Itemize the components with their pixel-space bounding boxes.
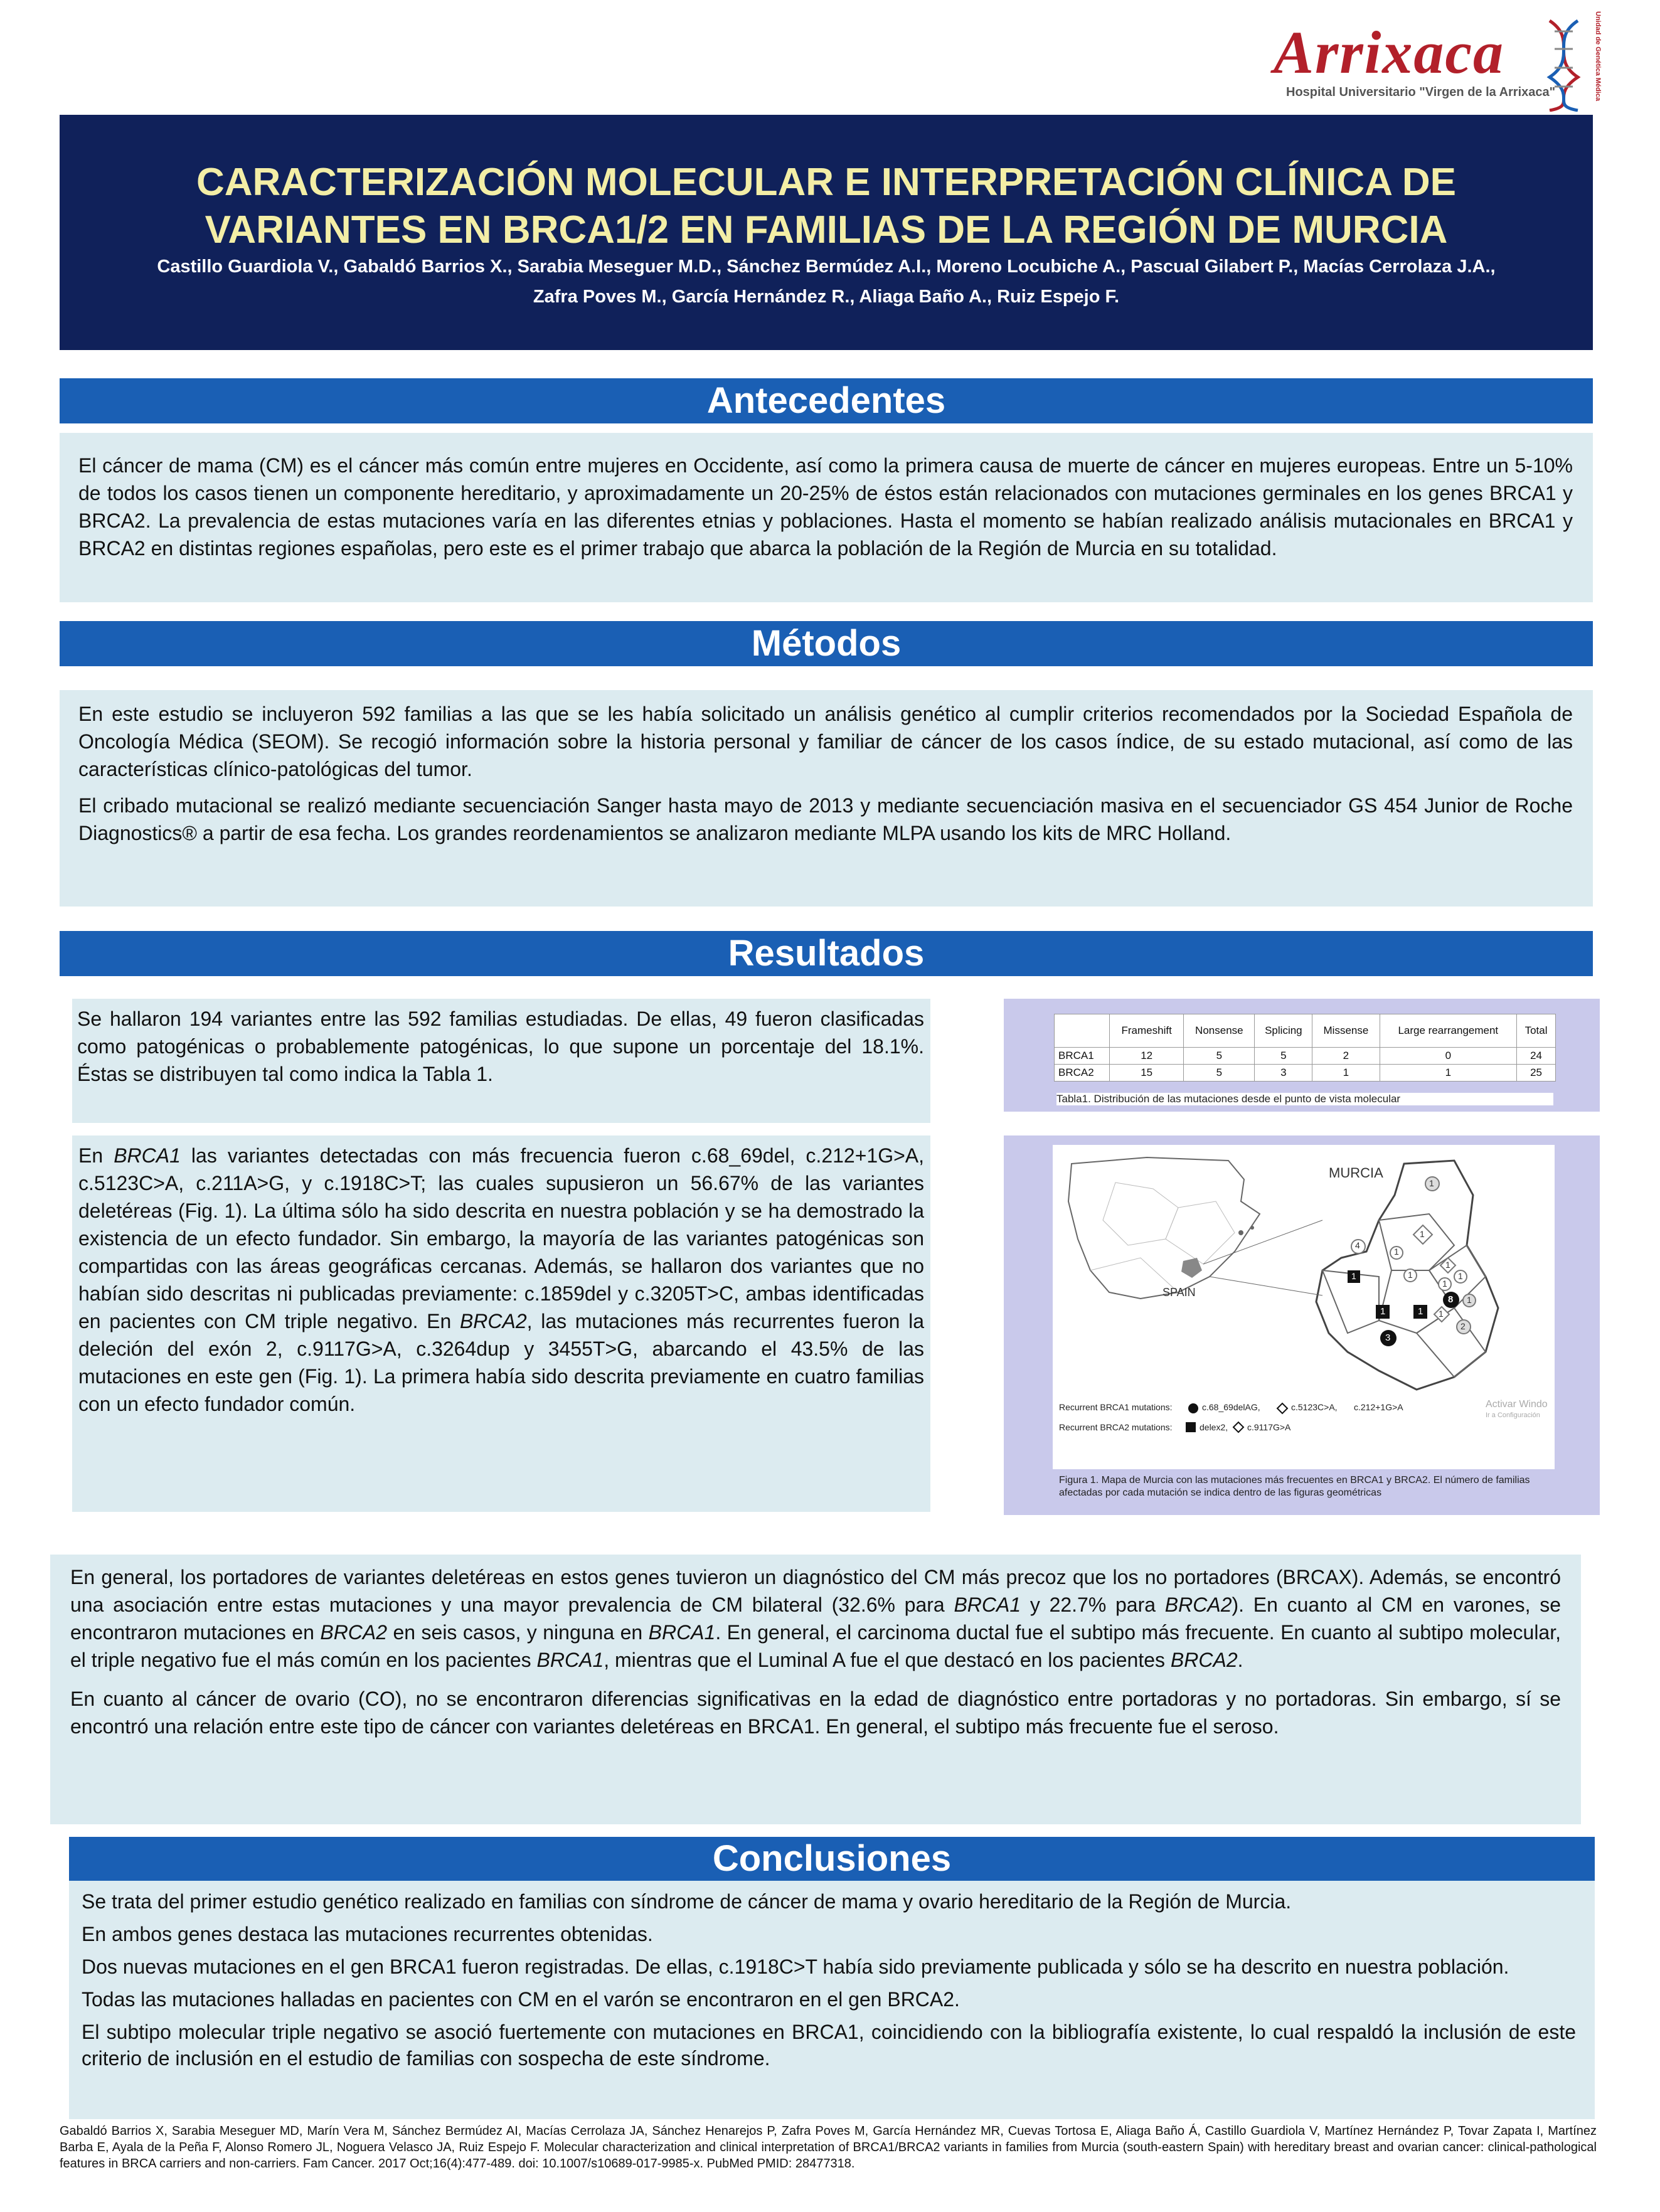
legend-brca1-label: Recurrent BRCA1 mutations: — [1059, 1402, 1173, 1412]
figure1-caption: Figura 1. Mapa de Murcia con las mutaciones más frecuentes en BRCA1 y BRCA2. El número de familias afectadas por cada mutación se indica dentro de las figuras geométricas — [1059, 1475, 1530, 1498]
table-row — [1055, 1065, 1556, 1082]
poster-title — [60, 159, 1593, 254]
table1-caption: Tabla1. Distribución de las mutaciones desde el punto de vista molecular — [1056, 1093, 1553, 1105]
mutation-distribution-table — [1054, 1014, 1556, 1082]
brca-text-part: En — [78, 1144, 114, 1167]
map-marker-count: 3 — [1385, 1332, 1391, 1343]
gene-name-brca1: BRCA1 — [536, 1649, 604, 1671]
table-cell: 5 — [1184, 1065, 1255, 1082]
legend-item: delex2, — [1200, 1422, 1228, 1432]
title-line-1: CARACTERIZACIÓN MOLECULAR E INTERPRETACIÓN CLÍNICA DE — [196, 161, 1457, 204]
map-marker-count: 1 — [1429, 1178, 1434, 1188]
text-part: . En general, el carcinoma ductal fue el subtipo más frecuente. En cuanto al subtipo molecular, el triple negativo fue el más común en los pacientes — [70, 1621, 1562, 1671]
map-marker-count: 1 — [1420, 1229, 1425, 1239]
map-marker-count: 8 — [1448, 1294, 1454, 1305]
table-header-cell: Missense — [1312, 1014, 1380, 1048]
conclusiones-list — [82, 1888, 1576, 2071]
conclusion-item: El subtipo molecular triple negativo se asoció fuertemente con mutaciones en BRCA1, coincidiendo con la bibliografía existente, lo cual respaldó la inclusión de este criterio de inclusión en el estudio de familias con sospecha de este síndrome. — [82, 2021, 1576, 2070]
table-header-cell — [1055, 1014, 1110, 1048]
logo-wordmark: Arrixaca — [1274, 19, 1505, 86]
table-header-cell: Splicing — [1255, 1014, 1312, 1048]
map-marker-count: 2 — [1460, 1321, 1466, 1331]
conclusion-item: En ambos genes destaca las mutaciones recurrentes obtenidas. — [82, 1923, 653, 1945]
murcia-map-figure — [1053, 1145, 1555, 1469]
map-marker-count: 1 — [1351, 1271, 1356, 1281]
gene-name-brca2: BRCA2 — [1170, 1649, 1238, 1671]
table1-panel — [1004, 999, 1600, 1112]
map-marker-count: 1 — [1418, 1306, 1423, 1317]
table-cell: BRCA1 — [1055, 1048, 1110, 1065]
figure1-panel — [1004, 1135, 1600, 1515]
section-heading-metodos: Métodos — [60, 621, 1593, 666]
map-marker-count: 1 — [1394, 1247, 1399, 1257]
general-results-text — [70, 1563, 1561, 1740]
legend-item: c.212+1G>A — [1354, 1402, 1403, 1412]
map-marker-count: 1 — [1439, 1309, 1444, 1319]
general-paragraph-1 — [70, 1563, 1561, 1674]
table-header-cell: Frameshift — [1110, 1014, 1184, 1048]
map-marker-count: 1 — [1458, 1271, 1463, 1281]
legend-item: c.68_69delAG, — [1202, 1402, 1260, 1412]
table-cell: 1 — [1312, 1065, 1380, 1082]
gene-name-brca1: BRCA1 — [648, 1621, 716, 1644]
dna-helix-icon — [1543, 18, 1584, 112]
map-marker-count: 1 — [1445, 1260, 1450, 1270]
legend-item: c.5123C>A, — [1291, 1402, 1338, 1412]
table-cell: 25 — [1517, 1065, 1556, 1082]
gene-name-brca2: BRCA2 — [459, 1310, 527, 1332]
brca-text-part: , las mutaciones más recurrentes fueron la deleción del exón 2, c.9117G>A, c.3264dup y 3455T>G, abarcando el 43.5% de las mutaciones en este gen (Fig. 1). La primera había sido descrita previamente en cuatro familias con un efecto fundador común. — [78, 1310, 925, 1415]
map-marker-count: 1 — [1408, 1270, 1413, 1280]
title-line-2: VARIANTES EN BRCA1/2 EN FAMILIAS DE LA REGIÓN DE MURCIA — [205, 208, 1448, 252]
general-results-box — [50, 1555, 1581, 1824]
table-cell: 5 — [1255, 1048, 1312, 1065]
table-header-cell: Nonsense — [1184, 1014, 1255, 1048]
table-header-cell: Large rearrangement — [1380, 1014, 1517, 1048]
table-cell: 3 — [1255, 1065, 1312, 1082]
reference-citation: Gabaldó Barrios X, Sarabia Meseguer MD, Marín Vera M, Sánchez Bermúdez AI, Macías Cerrolaza JA, Sánchez Henarejos P, Zafra Poves M, García Hernández MR, Cuevas Tortosa E, Aliaga Baño Á, Castillo Guardiola V, Martínez Hernández P, Tovar Zapata I, Martínez Barba E, Ayala de la Peña F, Alonso Romero JL, Noguera Velasco JA, Ruiz Espejo F. Molecular characterization and clinical interpretation of BRCA1/BRCA2 variants in families from Murcia (south-eastern Spain) with hereditary breast and ovarian cancer: clinical-pathological features in BRCA carriers and non-carriers. Fam Cancer. 2017 Oct;16(4):477-489. doi: 10.1007/s10689-017-9985-x. PubMed PMID: 28477318. — [60, 2124, 1597, 2171]
watermark-text: Activar Windo — [1486, 1399, 1548, 1410]
gene-name-brca2: BRCA2 — [320, 1621, 388, 1644]
watermark-subtext: Ir a Configuración — [1486, 1412, 1540, 1419]
map-label-murcia: MURCIA — [1329, 1165, 1383, 1181]
legend-item: c.9117G>A — [1247, 1422, 1291, 1432]
conclusion-item: Dos nuevas mutaciones en el gen BRCA1 fueron registradas. De ellas, c.1918C>T había sido previamente publicada y sólo se ha descrito en nuestra población. — [82, 1955, 1509, 1978]
conclusiones-box — [69, 1881, 1595, 2119]
text-part: . — [1237, 1649, 1243, 1671]
table-row — [1055, 1048, 1556, 1065]
resultados-intro-text: Se hallaron 194 variantes entre las 592 familias estudiadas. De ellas, 49 fueron clasificadas como patogénicas o probablemente patogénicas, lo que supone un porcentaje del 18.1%. Éstas se distribuyen tal como indica la Tabla 1. — [77, 1008, 924, 1085]
gene-name-brca1: BRCA1 — [114, 1144, 181, 1167]
table-cell: 12 — [1110, 1048, 1184, 1065]
poster-header — [60, 115, 1593, 350]
hospital-logo — [1248, 11, 1650, 118]
section-heading-resultados: Resultados — [60, 931, 1593, 976]
logo-side-text: Unidad de Genética Médica — [1594, 11, 1602, 102]
text-part: y 22.7% para — [1021, 1593, 1165, 1616]
table-header-row — [1055, 1014, 1556, 1048]
brca-results-box — [72, 1135, 930, 1512]
text-part: En general, los portadores de variantes deletéreas en estos genes tuvieron un diagnóstico del CM más precoz que los no portadores (BRCAX). Además, se encontró una asociación entre estas mutaciones y una mayor prevalencia de CM bilateral (32.6% para — [70, 1566, 1561, 1616]
gene-name-brca1: BRCA1 — [954, 1593, 1021, 1616]
text-part: ). En cuanto al CM en varones, se encontraron mutaciones en — [70, 1593, 1562, 1644]
brca-text-part: las variantes detectadas con más frecuencia fueron c.68_69del, c.212+1G>A, c.5123C>A, c.211A>G, y c.1918C>T; las cuales supusieron un 56.67% de las variantes deletéreas (Fig. 1). La última sólo ha sido descrita en nuestra población y se ha demostrado la existencia de un efecto fundador. Sin embargo, la mayoría de las variantes patogénicas son compartidas con las áreas geográficas cercanas. Además, se hallaron dos variantes que no habían sido descritas ni publicadas previamente: c.1859del y c.3205T>C, ambas identificadas en pacientes con CM triple negativo. En — [78, 1144, 925, 1332]
logo-subtitle: Hospital Universitario "Virgen de la Arrixaca" — [1286, 85, 1556, 99]
legend-brca2-label: Recurrent BRCA2 mutations: — [1059, 1422, 1173, 1432]
authors-line-2: Zafra Poves M., García Hernández R., Aliaga Baño A., Ruiz Espejo F. — [533, 287, 1120, 307]
text-part: , mientras que el Luminal A fue el que destacó en los pacientes — [604, 1649, 1171, 1671]
general-paragraph-2: En cuanto al cáncer de ovario (CO), no se encontraron diferencias significativas en la edad de diagnóstico entre portadoras y no portadoras. Sin embargo, sí se encontró una relación entre este tipo de cáncer con variantes deletéreas en BRCA1. En general, el subtipo más frecuente fue el seroso. — [70, 1688, 1561, 1738]
metodos-text — [78, 700, 1573, 847]
table-cell: 5 — [1184, 1048, 1255, 1065]
map-marker-count: 1 — [1442, 1279, 1447, 1289]
gene-name-brca2: BRCA2 — [1164, 1593, 1232, 1616]
text-part: en seis casos, y ninguna en — [387, 1621, 649, 1644]
metodos-paragraph-2: El cribado mutacional se realizó mediante secuenciación Sanger hasta mayo de 2013 y mediante secuenciación masiva en el secuenciador GS 454 Junior de Roche Diagnostics® a partir de esa fecha. Los grandes reordenamientos se analizaron mediante MLPA usando los kits de MRC Holland. — [78, 794, 1573, 844]
map-marker-count — [1356, 1283, 1357, 1284]
authors-line-1: Castillo Guardiola V., Gabaldó Barrios X., Sarabia Meseguer M.D., Sánchez Bermúdez A.I., Moreno Locubiche A., Pascual Gilabert P., Macías Cerrolaza J.A., — [157, 257, 1496, 277]
conclusion-item: Se trata del primer estudio genético realizado en familias con síndrome de cáncer de mama y ovario hereditario de la Región de Murcia. — [82, 1890, 1292, 1913]
table-cell: 0 — [1380, 1048, 1517, 1065]
author-list — [122, 252, 1530, 312]
map-marker-count: 4 — [1355, 1240, 1360, 1250]
antecedentes-box — [60, 433, 1593, 602]
antecedentes-text: El cáncer de mama (CM) es el cáncer más común entre mujeres en Occidente, así como la primera causa de muerte de cáncer en mujeres europeas. Entre un 5-10% de todos los casos tienen un componente hereditario, y aproximadamente un 20-25% de éstos están relacionados con mutaciones germinales en los genes BRCA1 y BRCA2. La prevalencia de estas mutaciones varía en las diferentes etnias y poblaciones. Hasta el momento se habían realizado análisis mutacionales en BRCA1 y BRCA2 en distintas regiones españolas, pero este es el primer trabajo que abarca la población de la Región de Murcia en su totalidad. — [78, 454, 1573, 560]
metodos-paragraph-1: En este estudio se incluyeron 592 familias a las que se les había solicitado un análisis genético al cumplir criterios recomendados por la Sociedad Española de Oncología Médica (SEOM). Se recogió información sobre la historia personal y familiar de cáncer de los casos índice, de su estado mutacional, así como de las características clínico-patológicas del tumor. — [78, 703, 1573, 780]
table-cell: BRCA2 — [1055, 1065, 1110, 1082]
table-cell: 15 — [1110, 1065, 1184, 1082]
brca-results-text — [78, 1142, 924, 1418]
table-cell: 24 — [1517, 1048, 1556, 1065]
table-cell: 2 — [1312, 1048, 1380, 1065]
map-marker-count: 1 — [1467, 1295, 1472, 1305]
map-label-spain: SPAIN — [1163, 1286, 1196, 1299]
conclusion-item: Todas las mutaciones halladas en pacientes con CM en el varón se encontraron en el gen BRCA2. — [82, 1988, 960, 2011]
murcia-map-graphic — [1053, 1145, 1555, 1469]
map-marker-count: 1 — [1380, 1306, 1386, 1317]
table-cell: 1 — [1380, 1065, 1517, 1082]
metodos-box — [60, 690, 1593, 907]
section-heading-conclusiones: Conclusiones — [69, 1837, 1595, 1881]
table-header-cell: Total — [1517, 1014, 1556, 1048]
resultados-intro-box — [72, 999, 930, 1123]
section-heading-antecedentes: Antecedentes — [60, 378, 1593, 423]
